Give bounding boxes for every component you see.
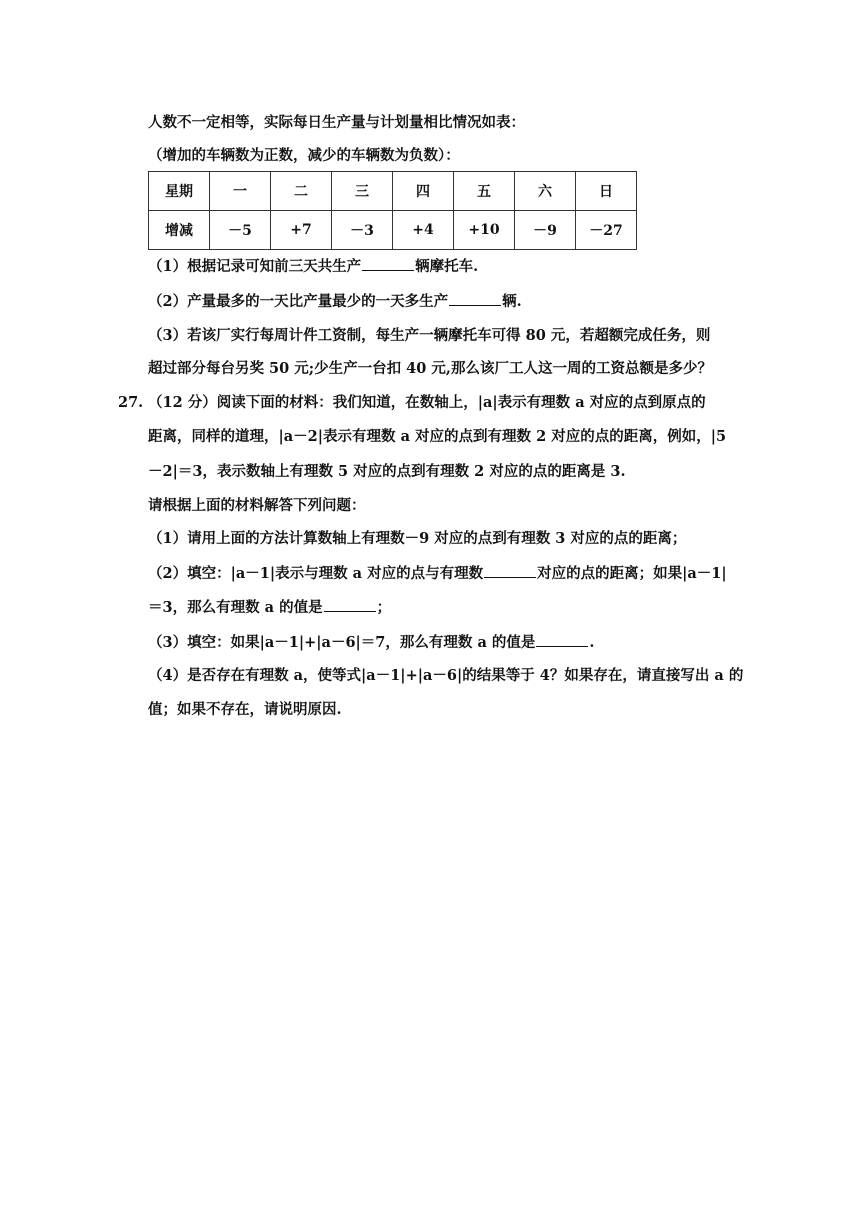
table-value: +10: [454, 211, 515, 250]
answer-blank[interactable]: [536, 632, 588, 647]
table-value: －9: [515, 211, 576, 250]
table-value: +7: [271, 211, 332, 250]
q27-part-4-line-1: （4）是否存在有理数 a，使等式|a－1|+|a－6|的结果等于 4？如果存在，请直接写出 a 的: [148, 667, 744, 684]
q27-part-2-suffix: ；: [376, 599, 392, 616]
q26-part-2-text: （2）产量最多的一天比产量最少的一天多生产: [148, 293, 449, 310]
q26-part-1-suffix: 辆摩托车.: [415, 258, 479, 275]
q27-part-4-line-2: 值；如果不存在，请说明原因.: [148, 701, 342, 718]
q27-part-2-middle: 对应的点的距离；如果|a－1|: [537, 565, 727, 582]
q26-part-2-suffix: 辆.: [502, 293, 522, 310]
intro-line-2: （增加的车辆数为正数，减少的车辆数为负数）：: [148, 147, 460, 164]
table-day: 日: [576, 172, 637, 211]
q27-part-2-text: （2）填空：|a－1|表示与理数 a 对应的点与有理数: [148, 565, 484, 582]
table-day: 五: [454, 172, 515, 211]
table-day: 二: [271, 172, 332, 211]
table-row: [149, 211, 637, 250]
q26-part-3-line-2: 超过部分每台另奖 50 元;少生产一台扣 40 元,那么该厂工人这一周的工资总额是多少？: [148, 360, 712, 377]
q27-part-3: [148, 632, 594, 653]
production-table: [148, 171, 637, 250]
q27-part-3-suffix: .: [589, 634, 595, 651]
table-row-label: 增减: [149, 211, 210, 250]
q27-line-3: －2|＝3，表示数轴上有理数 5 对应的点到有理数 2 对应的点的距离是 3.: [148, 463, 626, 480]
q27-part-2-line-2: [148, 597, 391, 618]
table-day: 一: [210, 172, 271, 211]
q26-part-1-text: （1）根据记录可知前三天共生产: [148, 258, 362, 275]
table-day: 六: [515, 172, 576, 211]
q27-line-2: 距离，同样的道理，|a－2|表示有理数 a 对应的点到有理数 2 对应的点的距离，例如，|5: [148, 428, 727, 445]
table-value: －5: [210, 211, 271, 250]
table-row: [149, 172, 637, 211]
table-day: 三: [332, 172, 393, 211]
q27-part-3-text: （3）填空：如果|a－1|+|a－6|＝7，那么有理数 a 的值是: [148, 634, 536, 651]
table-value: －27: [576, 211, 637, 250]
intro-line-1: 人数不一定相等，实际每日生产量与计划量相比情况如表：: [148, 114, 525, 131]
answer-blank[interactable]: [324, 597, 376, 612]
q26-part-3-line-1: （3）若该厂实行每周计件工资制，每生产一辆摩托车可得 80 元，若超额完成任务，则: [148, 327, 711, 344]
q27-number: 27.: [118, 394, 144, 411]
q27-line-1: （12 分）阅读下面的材料：我们知道，在数轴上，|a|表示有理数 a 对应的点到原点的: [148, 394, 706, 411]
q26-part-2: [148, 291, 522, 312]
table-value: －3: [332, 211, 393, 250]
table-value: +4: [393, 211, 454, 250]
table-day: 四: [393, 172, 454, 211]
q27-part-2-text-2: ＝3，那么有理数 a 的值是: [148, 599, 323, 616]
q27-part-2-line-1: [148, 563, 727, 584]
q27-part-1: （1）请用上面的方法计算数轴上有理数－9 对应的点到有理数 3 对应的点的距离；: [148, 530, 687, 547]
answer-blank[interactable]: [449, 291, 501, 306]
answer-blank[interactable]: [484, 563, 536, 578]
q26-part-1: [148, 256, 478, 277]
q27-line-4: 请根据上面的材料解答下列问题：: [148, 497, 366, 514]
answer-blank[interactable]: [362, 256, 414, 271]
table-header-label: 星期: [149, 172, 210, 211]
